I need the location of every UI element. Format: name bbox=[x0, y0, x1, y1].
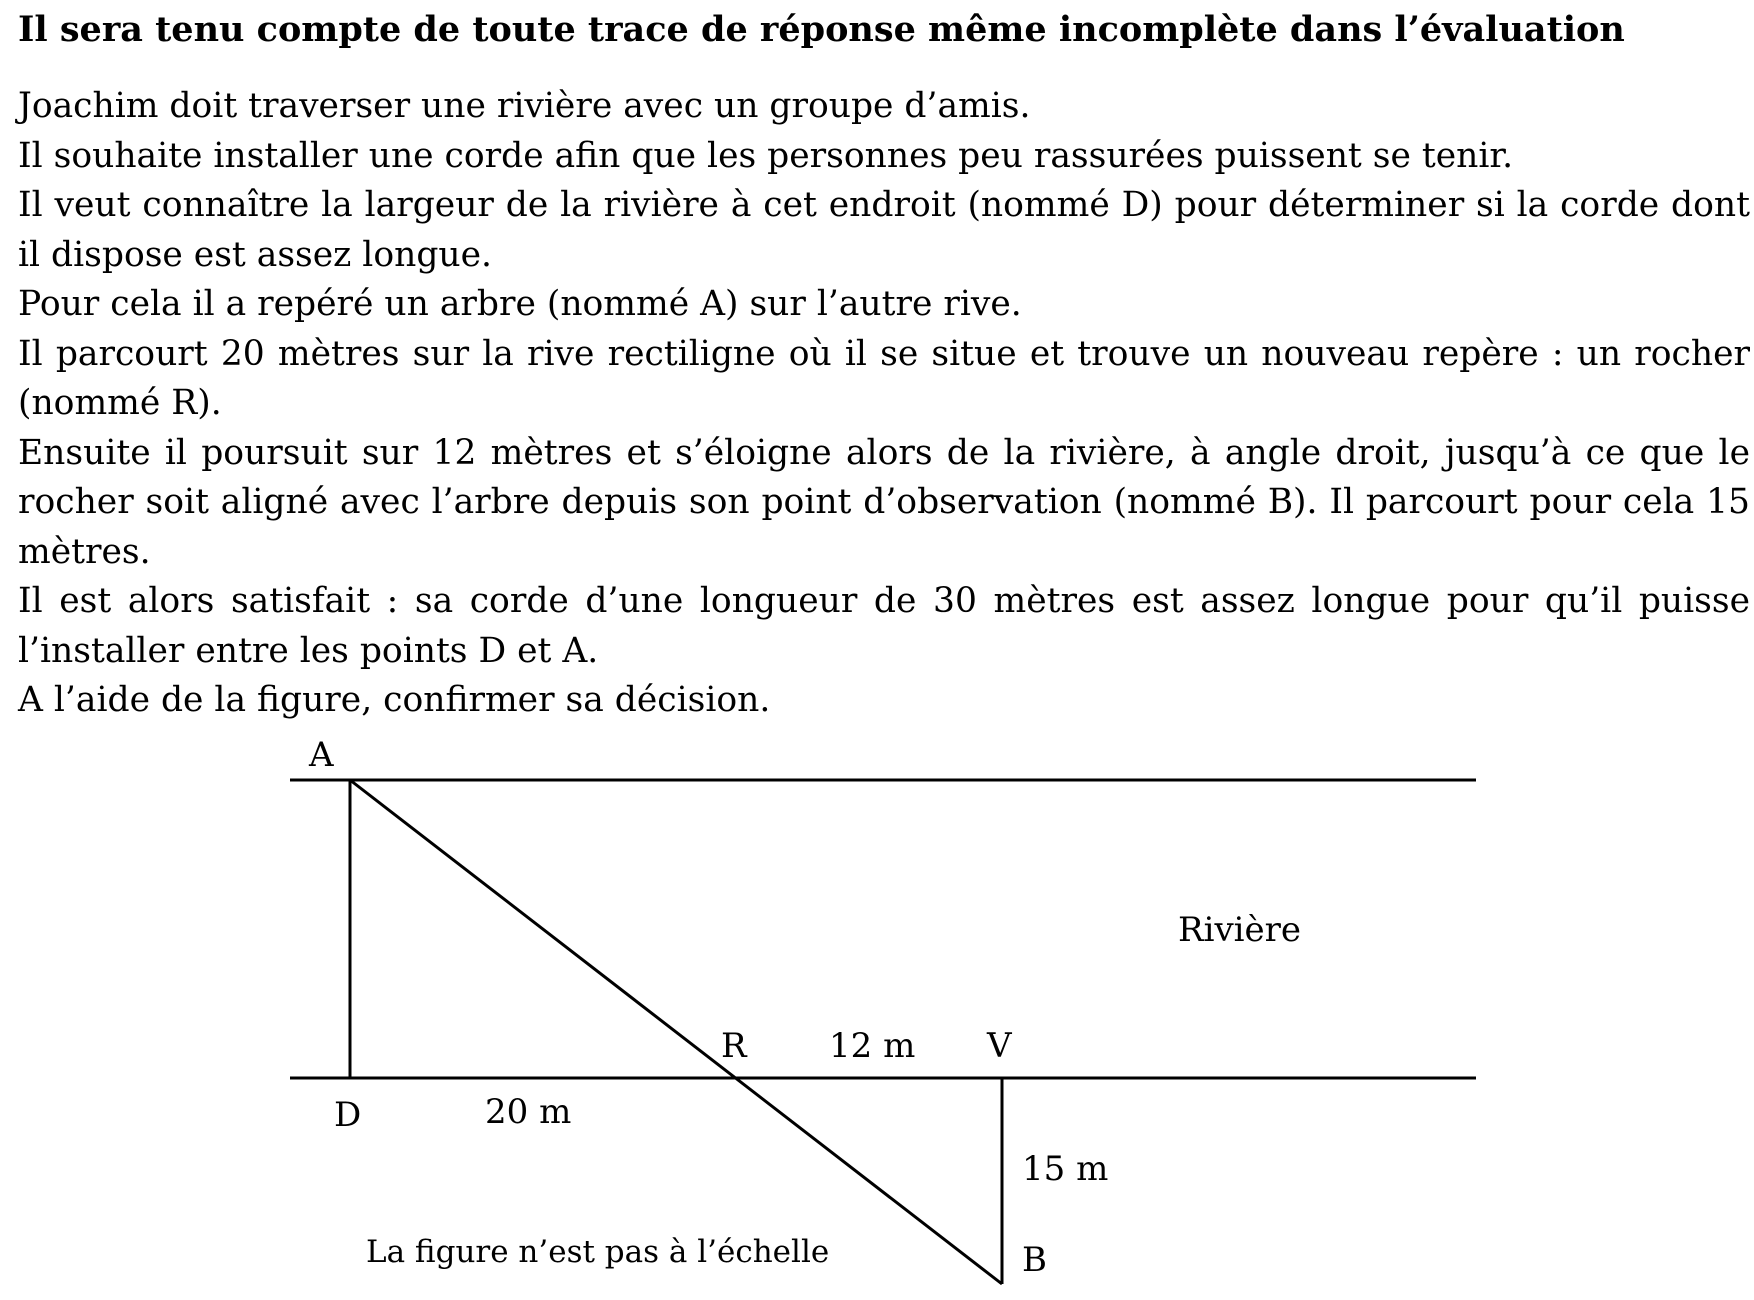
length-rv-label: 12 m bbox=[829, 1026, 916, 1066]
paragraph-4: Pour cela il a repéré un arbre (nommé A) sur l’autre rive. bbox=[18, 284, 1022, 324]
point-r-label: R bbox=[721, 1026, 747, 1066]
river-label: Rivière bbox=[1178, 910, 1302, 950]
length-vb-label: 15 m bbox=[1022, 1149, 1109, 1189]
paragraph-3: Il veut connaître la largeur de la rivière à cet endroit (nommé D) pour déterminer si la corde dont il dispose est assez longue. bbox=[18, 185, 1750, 275]
paragraph-7: Il est alors satisfait : sa corde d’une longueur de 30 mètres est assez longue pour qu’il puisse l’installer entre les points D et A. bbox=[18, 581, 1750, 671]
point-b-label: B bbox=[1022, 1240, 1047, 1280]
paragraph-6: Ensuite il poursuit sur 12 mètres et s’éloigne alors de la rivière, à angle droit, jusqu’à ce que le rocher soit aligné avec l’arbre depuis son point d’observation (nommé B). Il parcourt pour cela 15 mètres. bbox=[18, 432, 1750, 572]
length-dr-label: 20 m bbox=[485, 1092, 572, 1132]
point-a-label: A bbox=[309, 735, 334, 775]
paragraph-8: A l’aide de la figure, confirmer sa décision. bbox=[18, 680, 771, 720]
paragraph-5: Il parcourt 20 mètres sur la rive rectiligne où il se situe et trouve un nouveau repère : un rocher (nommé R). bbox=[18, 333, 1750, 423]
evaluation-notice: Il sera tenu compte de toute trace de réponse même incomplète dans l’évaluation bbox=[18, 9, 1625, 50]
paragraph-2: Il souhaite installer une corde afin que les personnes peu rassurées puissent se tenir. bbox=[18, 135, 1514, 176]
scale-note: La figure n’est pas à l’échelle bbox=[366, 1234, 830, 1270]
point-v-label: V bbox=[987, 1026, 1012, 1066]
point-d-label: D bbox=[334, 1095, 362, 1135]
paragraph-1: Joachim doit traverser une rivière avec un groupe d’amis. bbox=[18, 86, 1031, 126]
